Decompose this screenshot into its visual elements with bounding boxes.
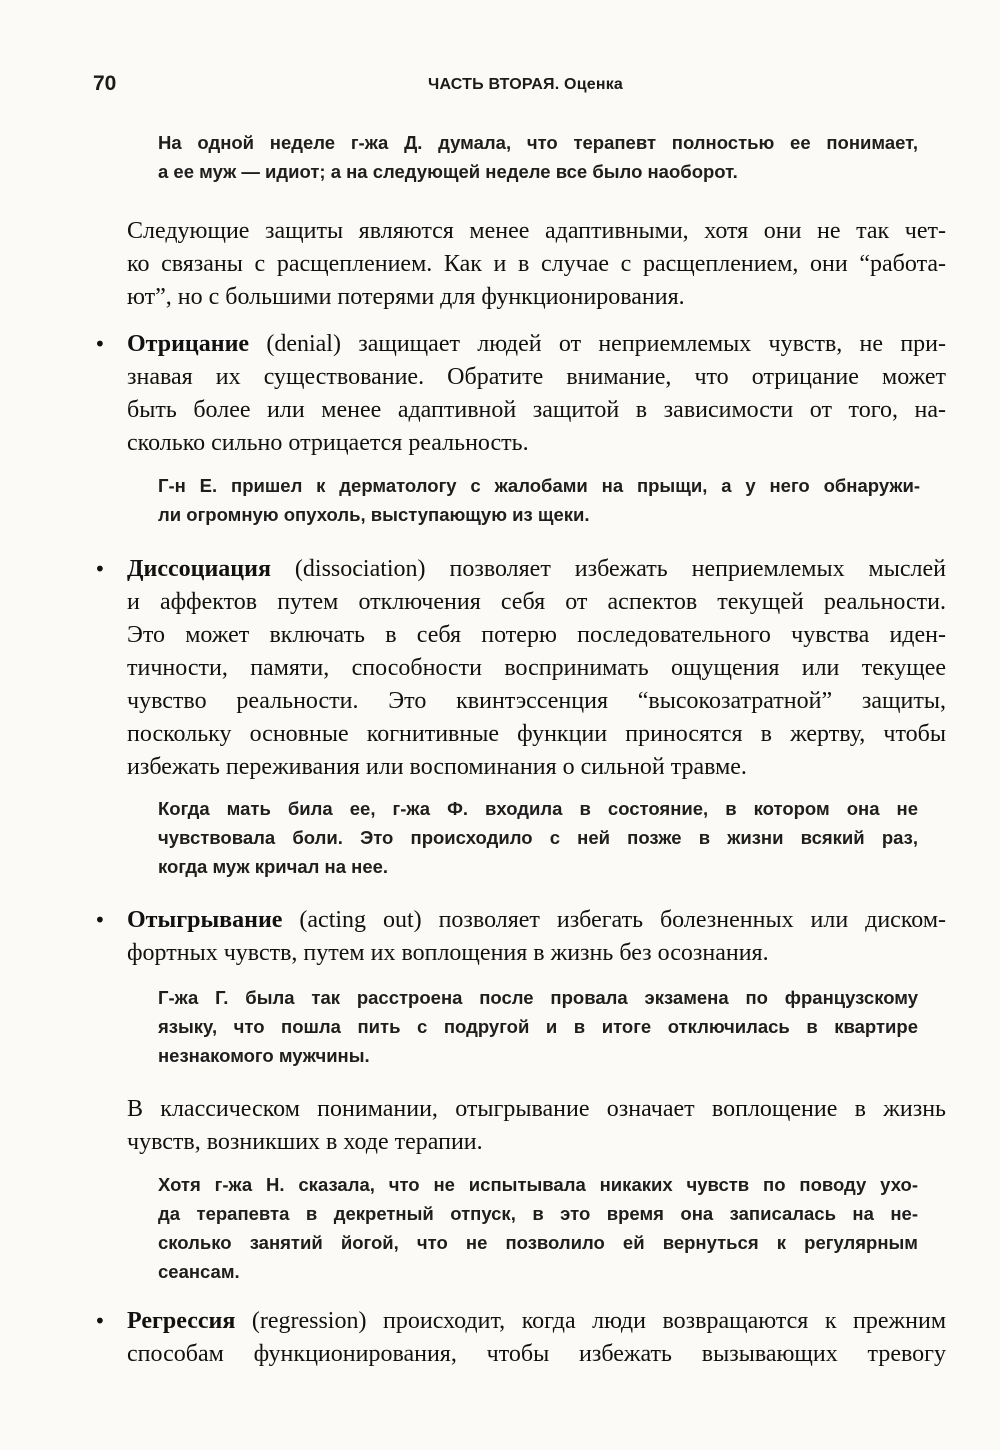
- running-head: ЧАСТЬ ВТОРАЯ. Оценка: [428, 76, 623, 93]
- example-line: На одной неделе г-жа Д. думала, что терапевт полностью ее понимает,: [158, 132, 918, 153]
- example-line: сеансам.: [158, 1261, 240, 1282]
- paragraph-line: В классическом понимании, отыгрывание означает воплощение в жизнь: [127, 1096, 946, 1122]
- paragraph-line: тичности, памяти, способности воспринимать ощущения или текущее: [127, 655, 946, 681]
- example-block-e: [158, 471, 920, 529]
- paragraph-line: сколько сильно отрицается реальность.: [127, 430, 529, 456]
- term-description: (dissociation) позволяет избежать неприемлемых мыслей: [270, 556, 946, 582]
- example-line: когда муж кричал на нее.: [158, 856, 389, 877]
- example-block-g: [158, 983, 918, 1070]
- classic-paragraph: [127, 1093, 946, 1159]
- bullet-first-line: [127, 328, 946, 361]
- example-block-n: [158, 1170, 918, 1286]
- example-line: сколько занятий йогой, что не позволило ей вернуться к регулярным: [158, 1232, 918, 1253]
- paragraph-line: быть более или менее адаптивной защитой в зависимости от того, на-: [127, 397, 946, 423]
- term-acting-out: Отыгрывание: [127, 907, 283, 933]
- paragraph-line: Следующие защиты являются менее адаптивными, хотя они не так чет-: [127, 218, 946, 244]
- paragraph-line: поскольку основные когнитивные функции приносятся в жертву, чтобы: [127, 721, 946, 747]
- term-description: (regression) происходит, когда люди возвращаются к прежним: [235, 1308, 946, 1334]
- page-number: 70: [93, 72, 117, 95]
- bullet-icon: •: [94, 332, 106, 356]
- example-block-f: [158, 794, 918, 881]
- bullet-denial: [127, 328, 946, 460]
- example-line: Г-н Е. пришел к дерматологу с жалобами на прыщи, а у него обнаружи-: [158, 475, 920, 496]
- paragraph-line: чувств, возникших в ходе терапии.: [127, 1129, 483, 1155]
- term-description: (acting out) позволяет избегать болезненных или диском-: [282, 907, 946, 933]
- bullet-regression: [127, 1305, 946, 1371]
- paragraph-line: фортных чувств, путем их воплощения в жизнь без осознания.: [127, 940, 769, 966]
- term-denial: Отрицание: [127, 331, 250, 357]
- example-line: Когда мать била ее, г-жа Ф. входила в состояние, в котором она не: [158, 798, 918, 819]
- bullet-acting-out: [127, 904, 946, 970]
- example-line: незнакомого мужчины.: [158, 1045, 370, 1066]
- paragraph-line: ют”, но с большими потерями для функционирования.: [127, 284, 685, 310]
- example-line: Хотя г-жа Н. сказала, что не испытывала никаких чувств по поводу ухо-: [158, 1174, 918, 1195]
- paragraph-line: избежать переживания или воспоминания о сильной травме.: [127, 754, 747, 780]
- bullet-first-line: [127, 904, 946, 937]
- example-line: чувствовала боли. Это происходило с ней позже в жизни всякий раз,: [158, 827, 918, 848]
- paragraph-line: способам функционирования, чтобы избежать вызывающих тревогу: [127, 1341, 946, 1367]
- paragraph-line: знавая их существование. Обратите внимание, что отрицание может: [127, 364, 946, 390]
- term-dissociation: Диссоциация: [127, 556, 271, 582]
- bullet-icon: •: [94, 1309, 106, 1333]
- bullet-icon: •: [94, 908, 106, 932]
- example-block-d: [158, 128, 918, 186]
- bullet-icon: •: [94, 557, 106, 581]
- paragraph-line: чувство реальности. Это квинтэссенция “высокозатратной” защиты,: [127, 688, 946, 714]
- term-regression: Регрессия: [127, 1308, 236, 1334]
- bullet-dissociation: [127, 553, 946, 784]
- example-line: языку, что пошла пить с подругой и в итоге отключилась в квартире: [158, 1016, 918, 1037]
- example-line: а ее муж — идиот; а на следующей неделе все было наоборот.: [158, 161, 738, 182]
- paragraph-line: и аффектов путем отключения себя от аспектов текущей реальности.: [127, 589, 946, 615]
- intro-paragraph: [127, 215, 946, 314]
- term-description: (denial) защищает людей от неприемлемых чувств, не при-: [249, 331, 946, 357]
- bullet-first-line: [127, 1305, 946, 1338]
- example-line: да терапевта в декретный отпуск, в это время она записалась на не-: [158, 1203, 918, 1224]
- paragraph-line: ко связаны с расщеплением. Как и в случае с расщеплением, они “работа-: [127, 251, 946, 277]
- paragraph-line: Это может включать в себя потерю последовательного чувства иден-: [127, 622, 946, 648]
- example-line: ли огромную опухоль, выступающую из щеки.: [158, 504, 590, 525]
- bullet-first-line: [127, 553, 946, 586]
- example-line: Г-жа Г. была так расстроена после провала экзамена по французскому: [158, 987, 918, 1008]
